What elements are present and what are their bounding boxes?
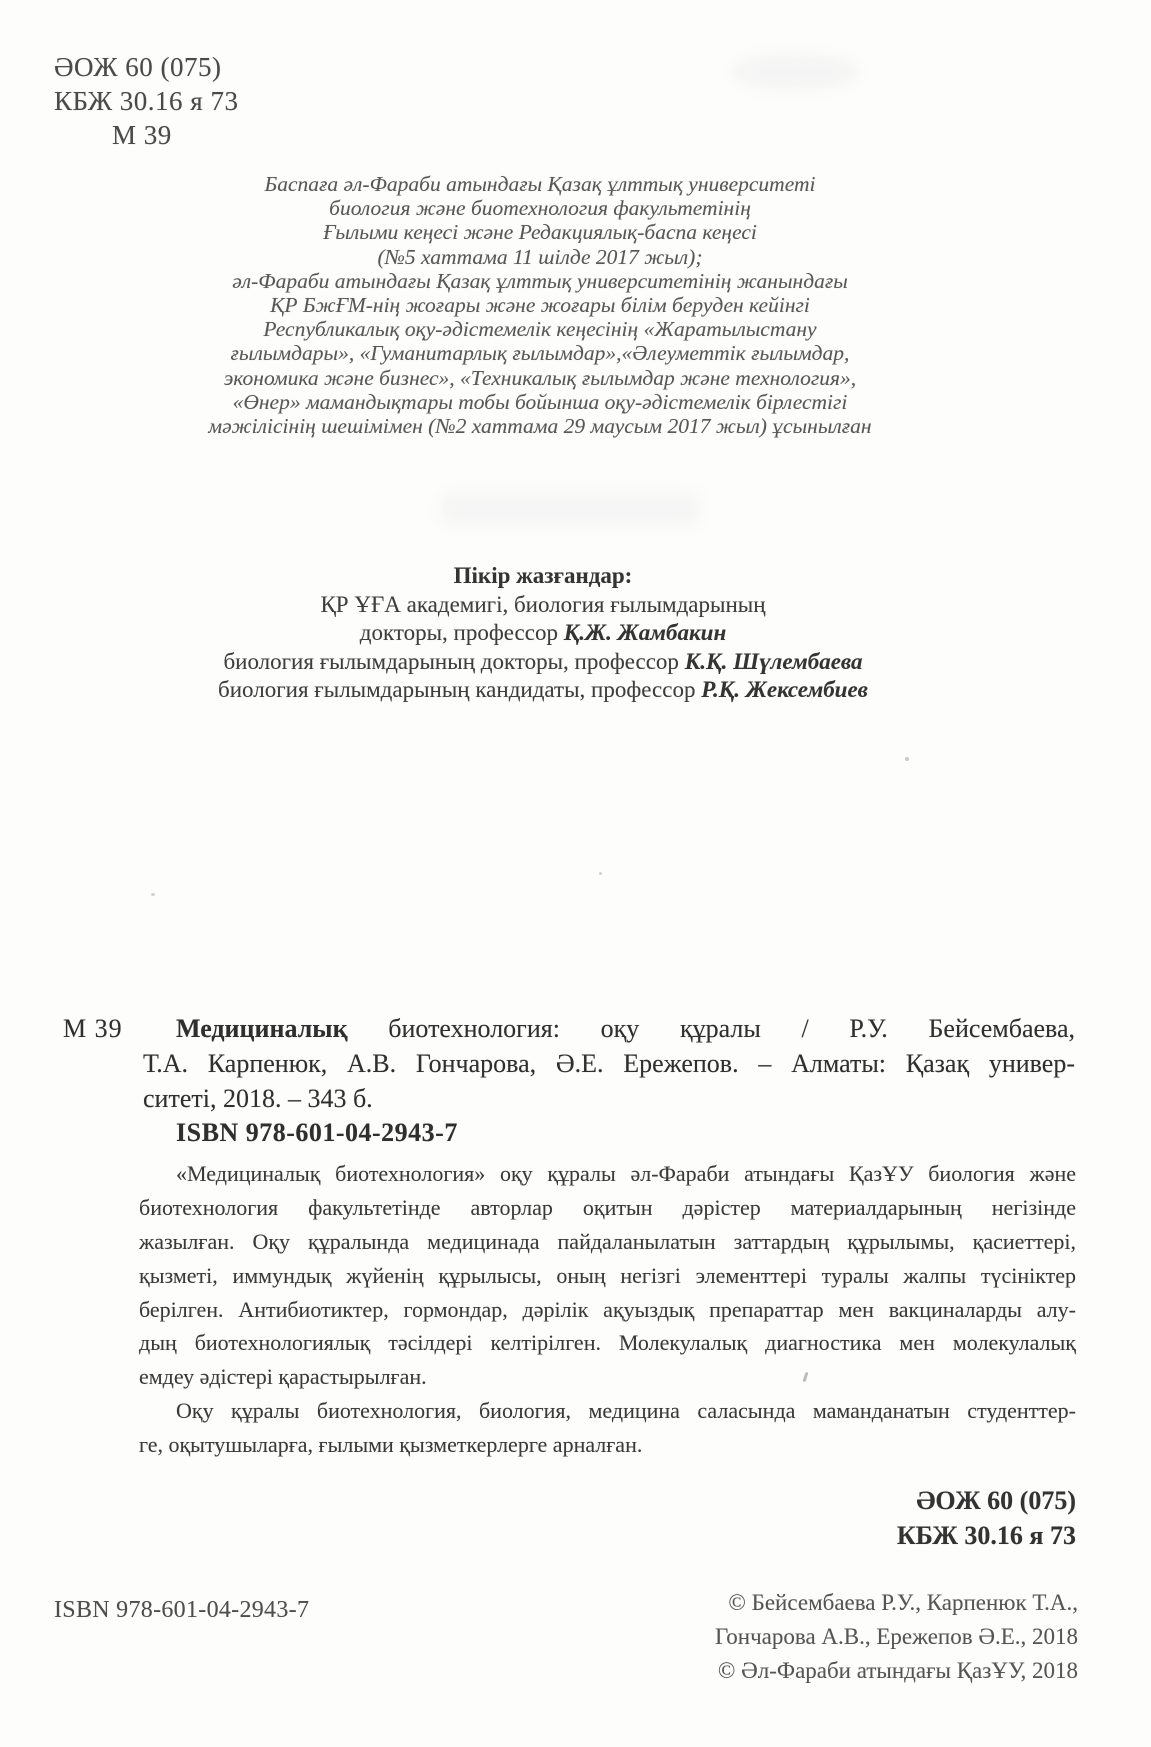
ink-speck [151,893,155,896]
catalog-author-sign: М 39 [63,1014,123,1043]
catalog-line-1-rest: биотехнология: оқу құралы / Р.У. Бейсембаева, [347,1014,1075,1043]
scan-smudge [730,52,860,92]
catalog-line-2: Т.А. Карпенюк, А.В. Гончарова, Ә.Е. Ережепов. – Алматы: Қазақ универ- [143,1049,1075,1078]
annotation-line: дың биотехнологиялық тәсілдері келтірілген. Молекулалық диагностика мен молекулалық [139,1330,1076,1355]
bottom-udc-code: ӘОЖ 60 (075) [916,1486,1076,1515]
approval-statement [0,172,1080,438]
catalog-line-3: ситеті, 2018. – 343 б. [143,1084,373,1113]
annotation-line: берілген. Антибиотиктер, гормондар, дәрілік ақуыздық препараттар мен вакциналарды алу- [139,1297,1076,1322]
approval-line: Ғылыми кеңесі және Редакциялық-баспа кеңесі [323,220,757,245]
reviewer-title: биология ғылымдарының кандидаты, профессор [218,677,702,702]
author-sign: М 39 [112,120,172,150]
approval-line: ғылымдары», «Гуманитарлық ғылымдар»,«Әлеуметтік ғылымдар, [230,341,850,366]
catalog-line-1 [176,1014,1075,1044]
bottom-codes-block [897,1483,1076,1553]
catalog-isbn: ISBN 978-601-04-2943-7 [176,1118,458,1147]
reviewers-heading: Пікір жазғандар: [453,563,633,588]
approval-line: мәжілісінің шешімімен (№2 хаттама 29 маусым 2017 жыл) ұсынылған [208,414,872,439]
reviewer-line [0,676,1086,705]
ink-speck [599,872,602,875]
ink-speck [905,757,909,761]
footer-isbn: ISBN 978-601-04-2943-7 [54,1597,310,1623]
bottom-bbk-code: КБЖ 30.16 я 73 [896,1521,1076,1550]
annotation-line: биотехнология факультетінде авторлар оқитын дәрістер материалдарының негізінде [139,1195,1076,1220]
reviewer-line [0,619,1086,648]
approval-line: биология және биотехнология факультетінің [329,196,751,221]
copyright-line: © Әл-Фараби атындағы ҚазҰУ, 2018 [717,1658,1078,1683]
udc-code: ӘОЖ 60 (075) [54,52,222,82]
reviewer-line [0,648,1086,677]
copyright-block [715,1586,1078,1688]
annotation-line: емдеу әдістері қарастырылған. [139,1364,427,1389]
annotation-line: «Медициналық биотехнология» оқу құралы әл-Фараби атындағы ҚазҰУ биология және [176,1161,1076,1186]
book-title: Медициналық [176,1014,348,1043]
approval-line: ҚР БжҒМ-нің жоғары және жоғары білім беруден кейінгі [270,293,810,318]
reviewer-name: Қ.Ж. Жамбакин [563,620,727,645]
annotation-line: жазылған. Оқу құралында медицинада пайдаланылатын заттардың құрылымы, қасиеттері, [139,1229,1076,1254]
bbk-code: КБЖ 30.16 я 73 [54,86,239,116]
approval-line: әл-Фараби атындағы Қазақ ұлттық университетінің жанындағы [232,268,848,293]
approval-line: (№5 хаттама 11 шілде 2017 жыл); [377,244,703,269]
reviewer-name: К.Қ. Шүлембаева [684,648,863,674]
annotation-line: ге, оқытушыларға, ғылыми қызметкерлерге арналған. [139,1432,643,1457]
approval-line: экономика және бизнес», «Техникалық ғылымдар және технология», [223,365,857,390]
reviewer-name: Р.Қ. Жексембиев [701,677,868,702]
top-codes-block [54,50,238,152]
reviewer-title: биология ғылымдарының докторы, профессор [223,648,685,674]
annotation-line: Оқу құралы биотехнология, биология, медицина саласында маманданатын студенттер- [176,1398,1076,1423]
annotation-line: қызметі, иммундық жүйенің құрылысы, оның негізгі элементтері туралы жалпы түсініктер [139,1263,1076,1288]
reviewers-section [0,562,1086,705]
scan-smudge [440,492,700,526]
approval-line: Баспаға әл-Фараби атындағы Қазақ ұлттық университеті [264,172,816,196]
approval-line: «Өнер» мамандықтары тобы бойынша оқу-әдістемелік бірлестігі [232,389,848,414]
copyright-line: Гончарова А.В., Ережепов Ә.Е., 2018 [715,1624,1078,1649]
reviewer-line: ҚР ҰҒА академигі, биология ғылымдарының [320,591,766,617]
approval-line: Республикалық оқу-әдістемелік кеңесінің «Жаратылыстану [263,317,817,342]
copyright-line: © Бейсембаева Р.У., Карпенюк Т.А., [728,1590,1078,1615]
reviewer-title: докторы, профессор [359,620,564,645]
